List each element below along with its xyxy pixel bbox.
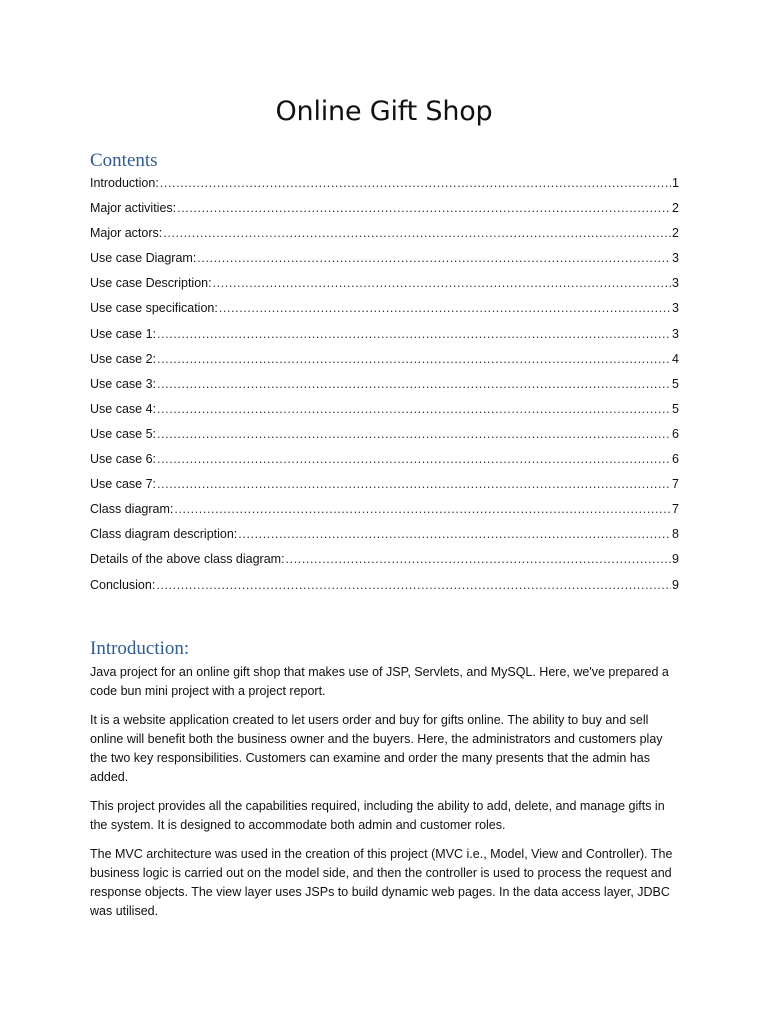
toc-leader-dots [286,550,672,568]
toc-item-use-case-description[interactable] [90,274,679,299]
document-title: Online Gift Shop [275,96,493,127]
intro-paragraph: Java project for an online gift shop that makes use of JSP, Servlets, and MySQL. Here, we've prepared a code bun mini project with a project report. [90,665,669,698]
toc-item-use-case-3[interactable] [90,375,679,400]
toc-item-page: 3 [672,326,679,341]
toc-item-label: Use case 7: [90,477,157,492]
toc-leader-dots [163,224,671,242]
toc-item-label: Introduction: [90,176,159,190]
toc-leader-dots [157,475,671,493]
toc-leader-dots [177,199,671,217]
toc-item-introduction[interactable] [90,174,679,199]
toc-leader-dots [238,525,671,543]
toc-item-page: 8 [672,527,679,542]
toc-leader-dots [156,576,671,594]
toc-item-label: Details of the above class diagram: [90,552,285,567]
toc-item-conclusion[interactable] [90,576,679,601]
toc-item-label: Use case 1: [90,326,157,341]
toc-leader-dots [219,299,671,317]
intro-paragraph: This project provides all the capabilities required, including the ability to add, delete, and manage gifts in the system. It is designed to accommodate both admin and customer roles. [90,799,665,832]
toc-item-page: 3 [672,301,679,316]
toc-item-label: Class diagram: [90,502,174,517]
intro-paragraph: It is a website application created to let users order and buy for gifts online. The ability to buy and sell online will benefit both the business owner and the buyers. Here, the administrators and customers play the two key responsibilities. Customers can examine and order the many presents that the admin has added. [90,713,663,784]
toc-item-use-case-5[interactable] [90,425,679,450]
introduction-heading: Introduction: [90,638,190,659]
toc-leader-dots [197,249,671,267]
toc-item-page: 6 [672,452,679,467]
toc-leader-dots [157,400,671,418]
toc-item-use-case-diagram[interactable] [90,249,679,274]
toc-item-use-case-6[interactable] [90,450,679,475]
toc-item-label: Use case specification: [90,301,218,316]
toc-item-label: Class diagram description: [90,527,238,542]
toc-item-label: Use case 6: [90,452,157,467]
toc-item-class-diagram-details[interactable] [90,550,679,575]
toc-item-page: 1 [672,176,679,190]
toc-item-page: 2 [672,201,679,216]
toc-item-label: Use case 5: [90,426,157,441]
toc-item-use-case-1[interactable] [90,325,679,350]
toc-item-label: Use case 3: [90,376,157,391]
toc-leader-dots [157,325,671,343]
toc-item-page: 4 [672,351,679,366]
toc-leader-dots [157,350,671,368]
toc-item-label: Major activities: [90,201,177,216]
toc-item-label: Conclusion: [90,577,156,592]
toc-leader-dots [174,500,671,518]
toc-item-page: 7 [672,502,679,517]
toc-item-label: Major actors: [90,226,163,241]
toc-item-page: 9 [672,577,679,592]
toc-item-major-actors[interactable] [90,224,679,249]
toc-item-page: 5 [672,401,679,416]
toc-item-use-case-4[interactable] [90,400,679,425]
toc-item-label: Use case 4: [90,401,157,416]
intro-paragraph: The MVC architecture was used in the creation of this project (MVC i.e., Model, View and Controller). The business logic is carried out on the model side, and then the controller is used to process the request and response objects. The view layer uses JSPs to build dynamic web pages. In the data access layer, JDBC was utilised. [90,847,673,918]
toc-leader-dots [157,450,671,468]
toc-leader-dots [157,375,671,393]
toc-leader-dots [157,425,671,443]
toc-item-page: 5 [672,376,679,391]
toc-item-label: Use case Diagram: [90,251,197,266]
toc-item-label: Use case 2: [90,351,157,366]
toc-item-use-case-2[interactable] [90,350,679,375]
toc-item-page: 3 [672,251,679,266]
toc-item-page: 6 [672,426,679,441]
toc-item-label: Use case Description: [90,276,212,291]
toc-item-page: 3 [672,276,679,291]
toc-item-page: 7 [672,477,679,492]
toc-item-page: 9 [672,552,679,567]
toc-item-use-case-specification[interactable] [90,299,679,324]
table-of-contents [90,174,679,601]
toc-item-class-diagram[interactable] [90,500,679,525]
toc-item-class-diagram-description[interactable] [90,525,679,550]
toc-item-page: 2 [672,226,679,241]
toc-item-major-activities[interactable] [90,199,679,224]
toc-leader-dots [160,174,671,192]
toc-leader-dots [213,274,671,292]
toc-item-use-case-7[interactable] [90,475,679,500]
introduction-body [90,663,682,931]
toc-heading: Contents [90,150,158,171]
